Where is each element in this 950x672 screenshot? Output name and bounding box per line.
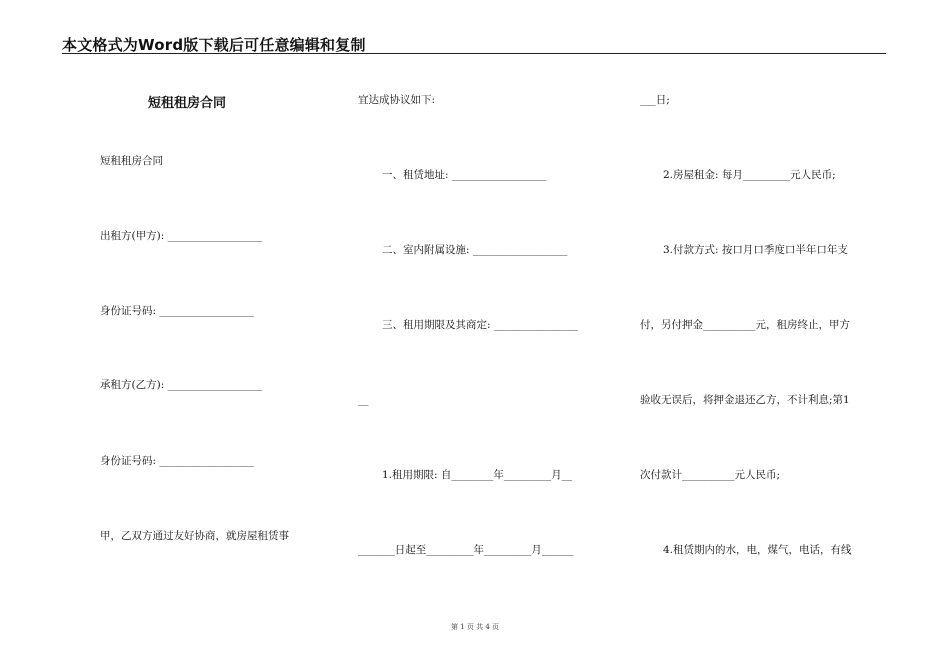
middle-line-1: 宜达成协议如下: <box>358 94 436 106</box>
middle-line-3: 二、室内附属设施: __________________ <box>382 244 568 256</box>
middle-line-5: __ <box>358 394 369 406</box>
right-line-4: 付，另付押金__________元，租房终止，甲方 <box>640 319 850 331</box>
left-line-1: 短租租房合同 <box>100 155 163 167</box>
right-line-1: ___日; <box>640 94 670 106</box>
right-line-3: 3.付款方式: 按口月口季度口半年口年支 <box>663 244 848 256</box>
middle-line-7: _______日起至_________年_________月______ <box>358 544 574 556</box>
middle-line-4: 三、租用期限及其商定: ________________ <box>382 319 578 331</box>
left-line-3: 身份证号码: __________________ <box>100 305 254 317</box>
left-line-2: 出租方(甲方): __________________ <box>100 230 263 242</box>
page-number: 第 1 页 共 4 页 <box>450 623 500 631</box>
left-line-6: 甲，乙双方通过友好协商，就房屋租赁事 <box>100 530 289 542</box>
middle-line-6: 1.租用期限: 自________年_________月__ <box>382 469 573 481</box>
right-line-2: 2.房屋租金: 每月_________元人民币; <box>663 169 836 181</box>
right-line-6: 次付款计__________元人民币; <box>640 469 781 481</box>
left-line-4: 承租方(乙方): __________________ <box>100 379 263 391</box>
middle-line-2: 一、租赁地址: __________________ <box>382 169 547 181</box>
document-title: 短租租房合同 <box>148 96 227 111</box>
header-title: 本文格式为Word版下载后可任意编辑和复制 <box>62 36 366 54</box>
right-line-5: 验收无误后，将押金退还乙方，不计利息;第1 <box>640 394 850 406</box>
left-line-5: 身份证号码: __________________ <box>100 455 254 467</box>
right-line-7: 4.租赁期内的水，电，煤气，电话，有线 <box>663 544 852 556</box>
header-divider <box>62 53 886 54</box>
